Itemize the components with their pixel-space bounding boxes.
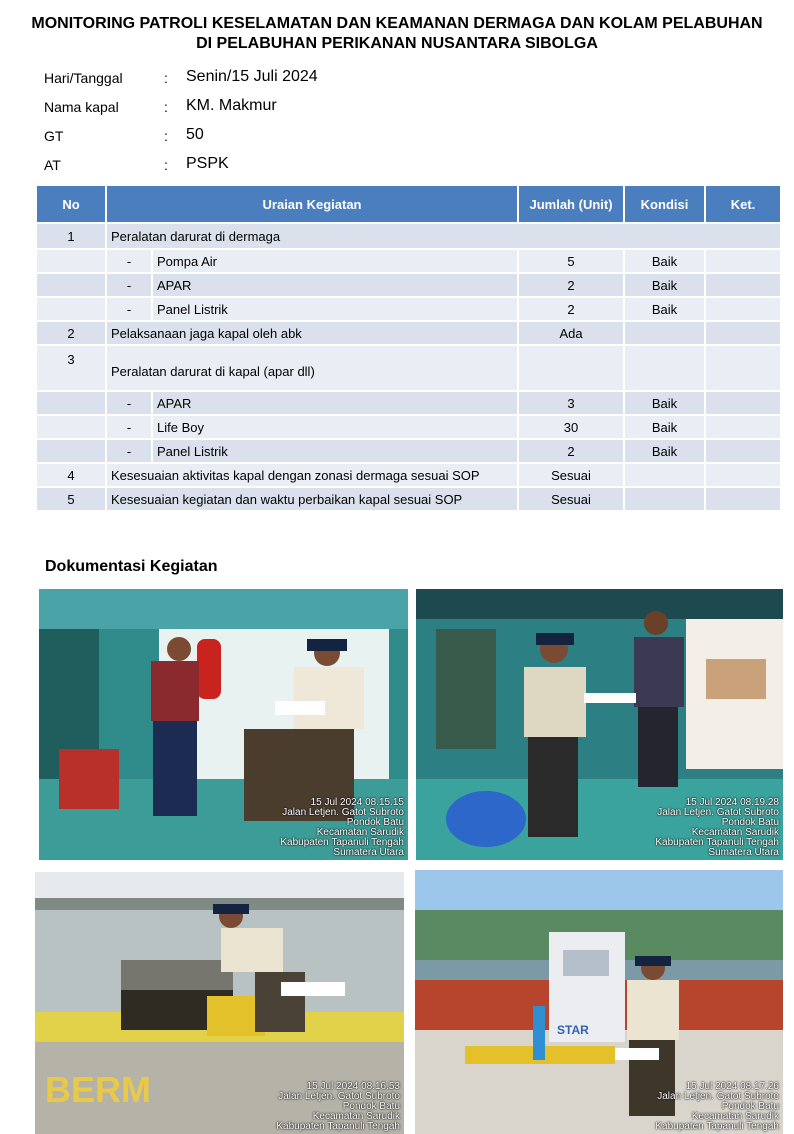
cell-dash: - — [107, 416, 151, 438]
info-colon: : — [164, 70, 168, 86]
stamp-line: Kabupaten Tapanuli Tengah — [655, 1121, 779, 1132]
stamp-line: Pondok Batu — [721, 817, 779, 828]
info-colon: : — [164, 157, 168, 173]
title-line-1: MONITORING PATROLI KESELAMATAN DAN KEAMANAN DERMAGA DAN KOLAM PELABUHAN — [31, 15, 763, 32]
table-row — [37, 392, 780, 414]
table-row — [37, 250, 780, 272]
cell-ket — [706, 464, 780, 486]
info-row-at — [44, 155, 444, 175]
stamp-line: Kabupaten Tapanuli Tengah — [280, 837, 404, 848]
documentation-photo-4 — [415, 870, 783, 1134]
stamp-line: Pondok Batu — [346, 817, 404, 828]
table-row — [37, 224, 780, 248]
stamp-line: Sumatera Utara — [708, 847, 779, 858]
table-row — [37, 322, 780, 344]
photo-4-stamp — [655, 1082, 779, 1132]
cell-kondisi: Baik — [625, 392, 704, 414]
cell-ket — [706, 440, 780, 462]
cell-ket — [706, 250, 780, 272]
table-row — [37, 416, 780, 438]
cell-jumlah: 2 — [519, 298, 623, 320]
document-title — [0, 14, 794, 54]
cell-ket — [706, 488, 780, 510]
cell-kondisi: Baik — [625, 416, 704, 438]
cell-no — [37, 250, 105, 272]
cell-ket — [706, 322, 780, 344]
cell-jumlah: 2 — [519, 274, 623, 296]
info-value: PSPK — [186, 155, 229, 172]
cell-no: 5 — [37, 488, 105, 510]
table-row — [37, 274, 780, 296]
info-colon: : — [164, 128, 168, 144]
table-row — [37, 298, 780, 320]
stamp-line: Sumatera Utara — [333, 847, 404, 858]
documentation-photo-1 — [39, 589, 408, 860]
cell-no — [37, 274, 105, 296]
cell-jumlah: 3 — [519, 392, 623, 414]
info-colon: : — [164, 99, 168, 115]
cell-kondisi — [625, 346, 704, 390]
cell-dash: - — [107, 298, 151, 320]
photo-3-stamp — [276, 1082, 400, 1132]
ground-marking: BERM — [45, 1069, 151, 1110]
table-row — [37, 346, 780, 390]
cell-ket — [706, 274, 780, 296]
cell-item: Kesesuaian aktivitas kapal dengan zonasi dermaga sesuai SOP — [107, 464, 517, 486]
cell-no — [37, 440, 105, 462]
info-label: Nama kapal — [44, 99, 119, 115]
info-row-gt — [44, 126, 444, 146]
cell-kondisi: Baik — [625, 298, 704, 320]
header-no: No — [37, 186, 105, 222]
info-value: Senin/15 Juli 2024 — [186, 68, 318, 85]
cell-ket — [706, 416, 780, 438]
cell-jumlah — [519, 346, 623, 390]
cell-item: APAR — [153, 274, 517, 296]
info-row-date — [44, 68, 444, 88]
header-kondisi: Kondisi — [625, 186, 704, 222]
cell-item: Peralatan darurat di kapal (apar dll) — [107, 346, 517, 390]
stamp-line: Kecamatan Sarudik — [312, 1111, 400, 1122]
cell-item: Kesesuaian kegiatan dan waktu perbaikan kapal sesuai SOP — [107, 488, 517, 510]
info-label: GT — [44, 128, 64, 144]
cell-jumlah: 5 — [519, 250, 623, 272]
info-label: Hari/Tanggal — [44, 70, 123, 86]
cell-item: Pelaksanaan jaga kapal oleh abk — [107, 322, 517, 344]
stamp-line: Jalan Letjen. Gatot Subroto — [657, 807, 779, 818]
stamp-line: Kabupaten Tapanuli Tengah — [276, 1121, 400, 1132]
cell-ket — [706, 346, 780, 390]
cell-kondisi — [625, 464, 704, 486]
info-value: 50 — [186, 126, 204, 143]
cell-item: Pompa Air — [153, 250, 517, 272]
stamp-line: 15 Jul 2024 08.16.53 — [306, 1081, 400, 1092]
cell-kondisi — [625, 488, 704, 510]
stamp-line: Kecamatan Sarudik — [691, 827, 779, 838]
title-line-2: DI PELABUHAN PERIKANAN NUSANTARA SIBOLGA — [196, 35, 598, 52]
activity-table — [35, 184, 782, 512]
stamp-line: Jalan Letjen. Gatot Subroto — [278, 1091, 400, 1102]
stamp-line: 15 Jul 2024 08.19.28 — [685, 797, 779, 808]
cell-kondisi: Baik — [625, 274, 704, 296]
stamp-line: Pondok Batu — [721, 1101, 779, 1112]
panel-label: STAR — [557, 1023, 589, 1037]
header-uraian: Uraian Kegiatan — [107, 186, 517, 222]
cell-no: 2 — [37, 322, 105, 344]
cell-jumlah: Sesuai — [519, 488, 623, 510]
stamp-line: Kecamatan Sarudik — [316, 827, 404, 838]
cell-ket — [706, 298, 780, 320]
cell-kondisi: Baik — [625, 440, 704, 462]
cell-item: Panel Listrik — [153, 440, 517, 462]
cell-ket — [706, 392, 780, 414]
table-row — [37, 440, 780, 462]
cell-item: Peralatan darurat di dermaga — [107, 224, 780, 248]
cell-item: Panel Listrik — [153, 298, 517, 320]
cell-jumlah: 30 — [519, 416, 623, 438]
info-label: AT — [44, 157, 61, 173]
cell-dash: - — [107, 440, 151, 462]
cell-item: Life Boy — [153, 416, 517, 438]
cell-kondisi: Baik — [625, 250, 704, 272]
stamp-line: 15 Jul 2024 08.17.26 — [685, 1081, 779, 1092]
photo-2-stamp — [655, 798, 779, 858]
table-row — [37, 464, 780, 486]
cell-no: 3 — [37, 346, 105, 390]
cell-dash: - — [107, 274, 151, 296]
stamp-line: Jalan Letjen. Gatot Subroto — [282, 807, 404, 818]
cell-jumlah: Ada — [519, 322, 623, 344]
photo-1-stamp — [280, 798, 404, 858]
cell-no — [37, 392, 105, 414]
cell-jumlah: 2 — [519, 440, 623, 462]
cell-no — [37, 416, 105, 438]
stamp-line: Pondok Batu — [342, 1101, 400, 1112]
cell-kondisi — [625, 322, 704, 344]
info-row-vessel — [44, 97, 444, 117]
cell-no: 4 — [37, 464, 105, 486]
cell-no — [37, 298, 105, 320]
documentation-photo-2 — [416, 589, 783, 860]
stamp-line: 15 Jul 2024 08.15.15 — [310, 797, 404, 808]
cell-dash: - — [107, 250, 151, 272]
cell-item: APAR — [153, 392, 517, 414]
stamp-line: Kabupaten Tapanuli Tengah — [655, 837, 779, 848]
cell-no: 1 — [37, 224, 105, 248]
stamp-line: Kecamatan Sarudik — [691, 1111, 779, 1122]
cell-dash: - — [107, 392, 151, 414]
table-header-row — [37, 186, 780, 222]
stamp-line: Jalan Letjen. Gatot Subroto — [657, 1091, 779, 1102]
header-jumlah: Jumlah (Unit) — [519, 186, 623, 222]
documentation-photo-3 — [35, 872, 404, 1134]
info-value: KM. Makmur — [186, 97, 277, 114]
header-ket: Ket. — [706, 186, 780, 222]
table-row — [37, 488, 780, 510]
documentation-title: Dokumentasi Kegiatan — [45, 558, 218, 575]
cell-jumlah: Sesuai — [519, 464, 623, 486]
